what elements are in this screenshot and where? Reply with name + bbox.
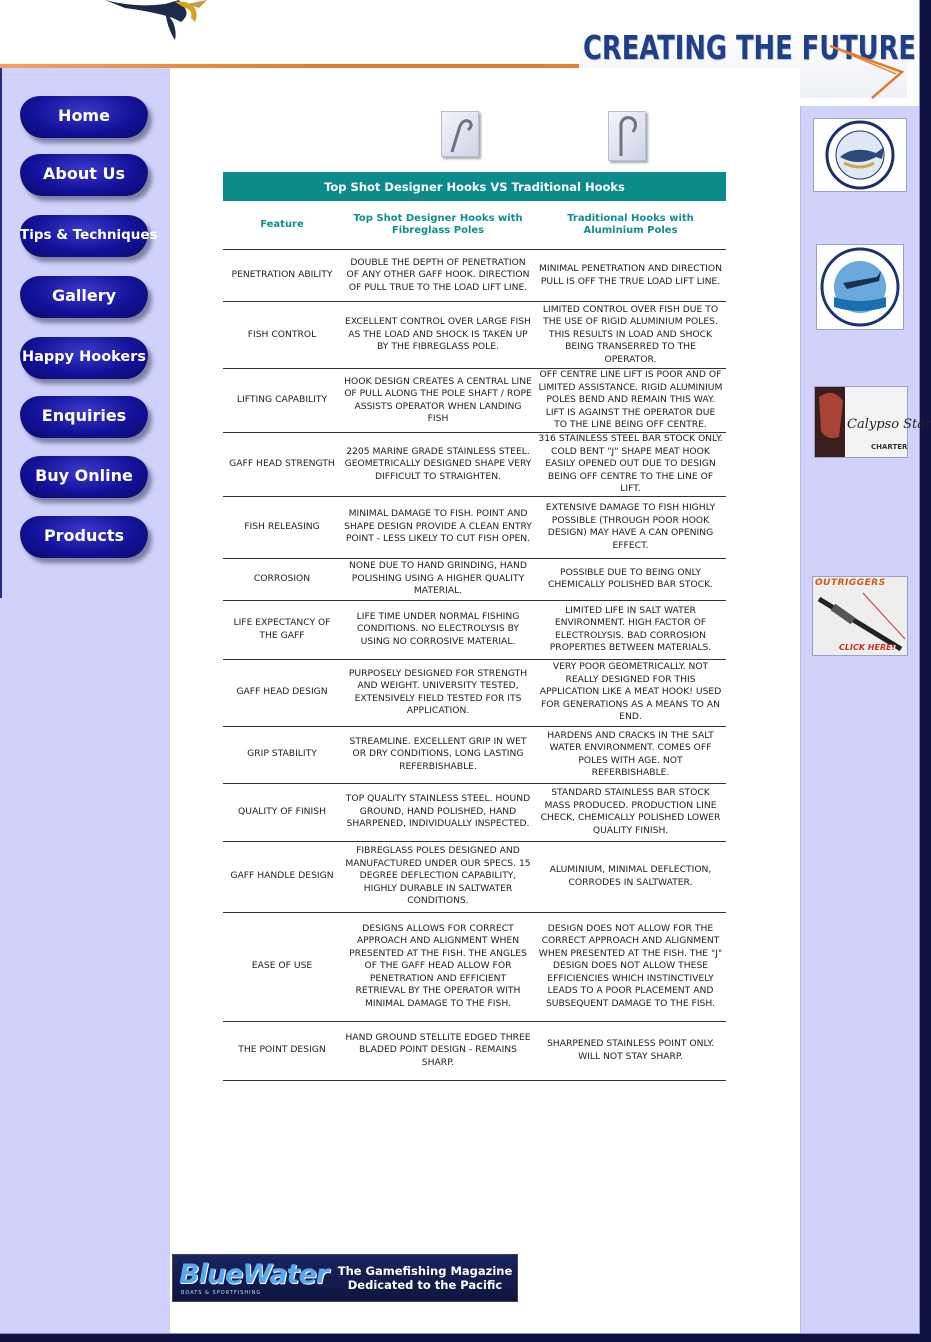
designer-cell: LIFE TIME UNDER NORMAL FISHING CONDITIONS. NO ELECTROLYSIS BY USING NO CORROSIVE MATERIAL. — [341, 600, 535, 659]
designer-cell: PURPOSELY DESIGNED FOR STRENGTH AND WEIGHT. UNIVERSITY TESTED, EXTENSIVELY FIELD TESTED FOR ITS APPLICATION. — [341, 659, 535, 726]
designer-hook-icon — [441, 111, 479, 157]
feature-cell: FISH RELEASING — [223, 496, 341, 558]
table-row — [223, 496, 726, 558]
calypso-star-charter-logo[interactable] — [814, 386, 931, 458]
traditional-cell: STANDARD STAINLESS BAR STOCK MASS PRODUCED. PRODUCTION LINE CHECK, CHEMICALLY POLISHED LOWER QUALITY FINISH. — [535, 783, 726, 841]
nav-enquiries-button[interactable]: Enquiries — [20, 396, 148, 438]
designer-cell: HAND GROUND STELLITE EDGED THREE BLADED POINT DESIGN - REMAINS SHARP. — [341, 1021, 535, 1080]
table-row — [223, 659, 726, 726]
table-row — [223, 783, 726, 841]
table-row — [223, 433, 726, 497]
table-title: Top Shot Designer Hooks VS Traditional Hooks — [223, 172, 726, 201]
feature-cell: FISH CONTROL — [223, 302, 341, 369]
bluewater-logo: BlueWater — [179, 1259, 329, 1290]
designer-cell: TOP QUALITY STAINLESS STEEL. HOUND GROUND, HAND POLISHED, HAND SHARPENED, INDIVIDUALLY INSPECTED. — [341, 783, 535, 841]
table-row — [223, 369, 726, 433]
table-row — [223, 1021, 726, 1080]
lizard-island-logo[interactable] — [816, 244, 904, 330]
bluewater-subtitle: BOATS & SPORTFISHING — [181, 1290, 262, 1296]
nav-about-button[interactable]: About Us — [20, 154, 148, 196]
banner-tagline-2: Dedicated to the Pacific — [347, 1278, 503, 1292]
header-traditional-hooks: Traditional Hooks with Aluminium Poles — [535, 201, 726, 250]
traditional-cell: DESIGN DOES NOT ALLOW FOR THE CORRECT APPROACH AND ALIGNMENT WHEN PRESENTED AT THE FISH. THE "J" DESIGN DOES NOT ALLOW THESE EFFICIENCIES WHICH INSTINCTIVELY LEADS TO A POOR PLACEMENT AND SUBSEQUENT DAMAGE TO THE FISH. — [535, 912, 726, 1021]
table-row — [223, 841, 726, 912]
traditional-cell: OFF CENTRE LINE LIFT IS POOR AND OF LIMITED ASSISTANCE. RIGID ALUMINIUM POLES BEND AND REMAIN THIS WAY. LIFT IS AGAINST THE OPERATOR DUE TO THE LINE BEING OFF CENTRE. — [535, 369, 726, 433]
banner-tagline-1: The Gamefishing Magazine — [337, 1264, 513, 1278]
feature-cell: QUALITY OF FINISH — [223, 783, 341, 841]
feature-cell: GRIP STABILITY — [223, 726, 341, 783]
rail-edge — [800, 106, 801, 1333]
bluewater-banner[interactable] — [172, 1254, 518, 1302]
table-row — [223, 250, 726, 302]
designer-cell: DESIGNS ALLOWS FOR CORRECT APPROACH AND ALIGNMENT WHEN PRESENTED AT THE FISH. THE ANGLES OF THE GAFF HEAD ALLOW FOR PENETRATION AND EFFICIENT RETRIEVAL BY THE OPERATOR WITH MINIMAL DAMAGE TO THE FISH. — [341, 912, 535, 1021]
calypso-name: Calypso Star — [847, 417, 931, 432]
nav-products-button[interactable]: Products — [20, 516, 148, 558]
nav-buy-online-button[interactable]: Buy Online — [20, 456, 148, 498]
left-nav — [0, 68, 170, 1333]
igfa-emblem-icon — [814, 119, 906, 191]
table-header-row — [223, 201, 726, 250]
designer-cell: STREAMLINE. EXCELLENT GRIP IN WET OR DRY CONDITIONS, LONG LASTING REFERBISHABLE. — [341, 726, 535, 783]
feature-cell: GAFF HANDLE DESIGN — [223, 841, 341, 912]
traditional-cell: EXTENSIVE DAMAGE TO FISH HIGHLY POSSIBLE (THROUGH POOR HOOK DESIGN) MAY HAVE A CAN OPENING EFFECT. — [535, 496, 726, 558]
traditional-cell: SHARPENED STAINLESS POINT ONLY. WILL NOT STAY SHARP. — [535, 1021, 726, 1080]
feature-cell: LIFE EXPECTANCY OF THE GAFF — [223, 600, 341, 659]
traditional-cell: ALUMINIUM, MINIMAL DEFLECTION, CORRODES IN SALTWATER. — [535, 841, 726, 912]
table-row — [223, 558, 726, 600]
nav-home-button[interactable]: Home — [20, 96, 148, 138]
table-row — [223, 600, 726, 659]
nav-happy-hookers-button[interactable]: Happy Hookers — [20, 337, 148, 379]
header-feature: Feature — [223, 201, 341, 250]
igfa-logo[interactable] — [813, 118, 907, 192]
header-designer-hooks: Top Shot Designer Hooks with Fibreglass Poles — [341, 201, 535, 250]
feature-cell: GAFF HEAD DESIGN — [223, 659, 341, 726]
traditional-hook-icon — [608, 111, 646, 161]
arrow-icon — [830, 42, 910, 102]
designer-cell: MINIMAL DAMAGE TO FISH. POINT AND SHAPE DESIGN PROVIDE A CLEAN ENTRY POINT - LESS LIKELY TO CUT FISH OPEN. — [341, 496, 535, 558]
traditional-cell: 316 STAINLESS STEEL BAR STOCK ONLY. COLD BENT "J" SHAPE MEAT HOOK EASILY OPENED OUT DUE TO DESIGN BEING OFF CENTRE TO THE LINE OF LIFT. — [535, 433, 726, 497]
designer-cell: HOOK DESIGN CREATES A CENTRAL LINE OF PULL ALONG THE POLE SHAFT / ROPE ASSISTS OPERATOR WHEN LANDING FISH — [341, 369, 535, 433]
table-row — [223, 302, 726, 369]
lizard-island-emblem-icon — [817, 245, 903, 329]
nav-tips-button[interactable]: Tips & Techniques — [20, 215, 148, 257]
designer-cell: DOUBLE THE DEPTH OF PENETRATION OF ANY OTHER GAFF HOOK. DIRECTION OF PULL TRUE TO THE LOAD LIFT LINE. — [341, 250, 535, 302]
designer-cell: 2205 MARINE GRADE STAINLESS STEEL. GEOMETRICALLY DESIGNED SHAPE VERY DIFFICULT TO STRAIGHTEN. — [341, 433, 535, 497]
traditional-cell: MINIMAL PENETRATION AND DIRECTION PULL IS OFF THE TRUE LOAD LIFT LINE. — [535, 250, 726, 302]
traditional-cell: LIMITED LIFE IN SALT WATER ENVIRONMENT. HIGH FACTOR OF ELECTROLYSIS. BAD CORROSION PROPERTIES BETWEEN MATERIALS. — [535, 600, 726, 659]
feature-cell: GAFF HEAD STRENGTH — [223, 433, 341, 497]
designer-cell: FIBREGLASS POLES DESIGNED AND MANUFACTURED UNDER OUR SPECS. 15 DEGREE DEFLECTION CAPABILITY, HIGHLY DURABLE IN SALTWATER CONDITIONS. — [341, 841, 535, 912]
feature-cell: EASE OF USE — [223, 912, 341, 1021]
designer-cell: NONE DUE TO HAND GRINDING, HAND POLISHING USING A HIGHER QUALITY MATERIAL. — [341, 558, 535, 600]
feature-cell: THE POINT DESIGN — [223, 1021, 341, 1080]
comparison-table — [223, 172, 726, 1081]
traditional-cell: VERY POOR GEOMETRICALLY. NOT REALLY DESIGNED FOR THIS APPLICATION LIKE A MEAT HOOK! USED FOR GENERATIONS AS A MEANS TO AN END. — [535, 659, 726, 726]
outriggers-cta: CLICK HERE! — [839, 643, 896, 652]
outriggers-ad[interactable] — [812, 576, 908, 656]
table-row — [223, 726, 726, 783]
traditional-cell: LIMITED CONTROL OVER FISH DUE TO THE USE OF RIGID ALUMINIUM POLES. THIS RESULTS IN LOAD AND SHOCK BEING TRANSERRED TO THE OPERATOR. — [535, 302, 726, 369]
feature-cell: CORROSION — [223, 558, 341, 600]
designer-cell: EXCELLENT CONTROL OVER LARGE FISH AS THE LOAD AND SHOCK IS TAKEN UP BY THE FIBREGLASS POLE. — [341, 302, 535, 369]
traditional-cell: POSSIBLE DUE TO BEING ONLY CHEMICALLY POLISHED BAR STOCK. — [535, 558, 726, 600]
feature-cell: LIFTING CAPABILITY — [223, 369, 341, 433]
table-row — [223, 912, 726, 1021]
nav-gallery-button[interactable]: Gallery — [20, 276, 148, 318]
outriggers-title: OUTRIGGERS — [815, 578, 886, 588]
feature-cell: PENETRATION ABILITY — [223, 250, 341, 302]
slogan-text: CREATING THE FUTURE — [583, 28, 916, 67]
traditional-cell: HARDENS AND CRACKS IN THE SALT WATER ENVIRONMENT. COMES OFF POLES WITH AGE. NOT REFERBISHABLE. — [535, 726, 726, 783]
calypso-subtitle: CHARTER — [871, 443, 908, 451]
nav-edge — [0, 68, 2, 598]
marlin-logo[interactable] — [95, 0, 255, 42]
